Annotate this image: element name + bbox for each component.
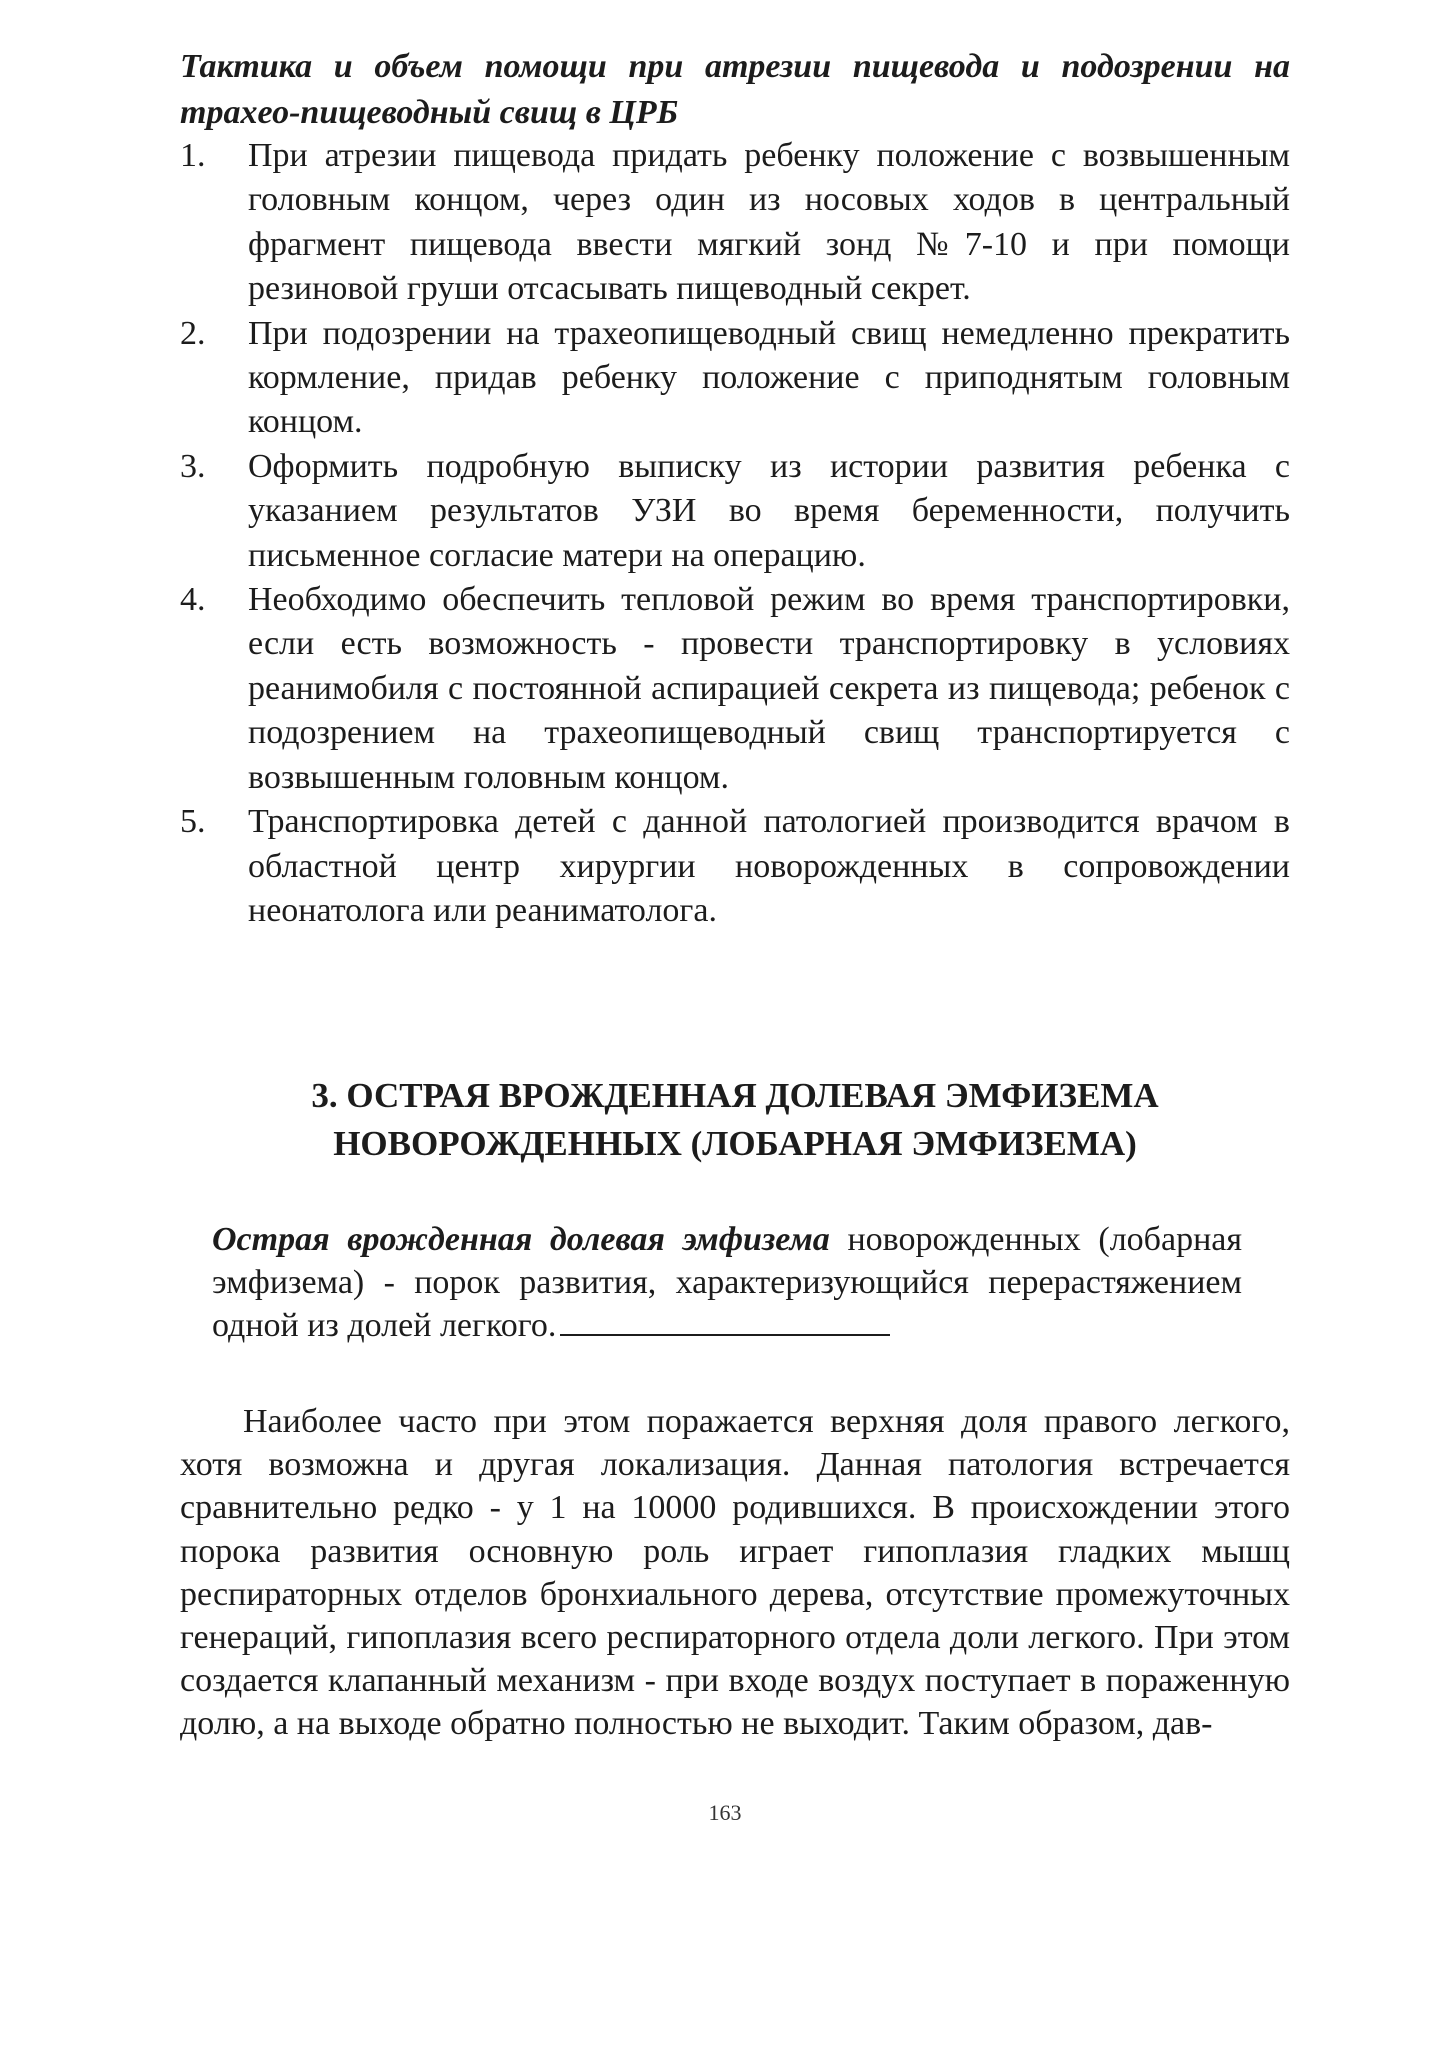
definition-text: новорожденных (лобарная эмфизема) - порок развития, характеризующийся перерастяжением одной из долей легкого. (212, 1221, 1242, 1344)
list-item-text: Оформить подробную выписку из истории развития ребенка с указанием результатов УЗИ во время беременности, получить письменное согласие матери на операцию. (248, 447, 1290, 574)
section-title-line-2: НОВОРОЖДЕННЫХ (ЛОБАРНАЯ ЭМФИЗЕМА) (333, 1124, 1137, 1163)
list-item-number: 4. (180, 581, 206, 619)
list-item-text: Транспортировка детей с данной патологией производится врачом в областной центр хирургии новорожденных в сопровождении неонатолога или реаниматолога. (248, 803, 1290, 929)
body-paragraph: Наиболее часто при этом поражается верхняя доля правого легкого, хотя возможна и другая локализация. Данная патология встречается сравнительно редко - у 1 на 10000 родившихся. В происхождении этого порока развития основную роль играет гипоплазия гладких мышц респираторных отделов бронхиального дерева, отсутствие промежуточных генераций, гипоплазия всего респираторного отдела доли легкого. При этом создается клапанный механизм - при входе воздух поступает в пораженную долю, а на выходе обратно полностью не выходит. Таким образом, дав- (180, 1403, 1290, 1743)
definition-term: Острая врожденная долевая эмфизема (212, 1221, 830, 1258)
section-title-line-1: 3. ОСТРАЯ ВРОЖДЕННАЯ ДОЛЕВАЯ ЭМФИЗЕМА (311, 1076, 1159, 1115)
list-item (180, 134, 1290, 312)
section-title (180, 1072, 1290, 1168)
list-item-number: 5. (180, 803, 206, 841)
list-item-number: 3. (180, 447, 206, 485)
steps-list (180, 134, 1290, 933)
definition-paragraph (212, 1218, 1242, 1347)
list-item-text: При атрезии пищевода придать ребенку положение с возвышенным головным концом, через один из носовых ходов в центральный фрагмент пищевода ввести мягкий зонд №7-10 и при помощи резиновой груши отсасывать пищеводный секрет. (248, 137, 1290, 308)
list-item-text: Необходимо обеспечить тепловой режим во время транспортировки, если есть возможность - провести транспортировку в условиях реанимобиля с постоянной аспирацией секрета из пищевода; ребенок с подозрением на трахеопищеводный свищ транспортируется с возвышенным головным концом. (248, 581, 1290, 796)
list-item (180, 445, 1290, 578)
list-item (180, 800, 1290, 933)
underline-blank (560, 1304, 890, 1336)
page-number: 163 (708, 1800, 742, 1825)
list-item (180, 578, 1290, 800)
list-item-number: 1. (180, 137, 206, 174)
list-item-number: 2. (180, 314, 206, 352)
list-item (180, 312, 1290, 445)
list-item-text: При подозрении на трахеопищеводный свищ немедленно прекратить кормление, придав ребенку положение с приподнятым головным концом. (248, 314, 1290, 441)
subsection-heading: Тактика и объем помощи при атрезии пищевода и подозрении на трахео-пищеводный свищ в ЦРБ (180, 48, 1290, 131)
